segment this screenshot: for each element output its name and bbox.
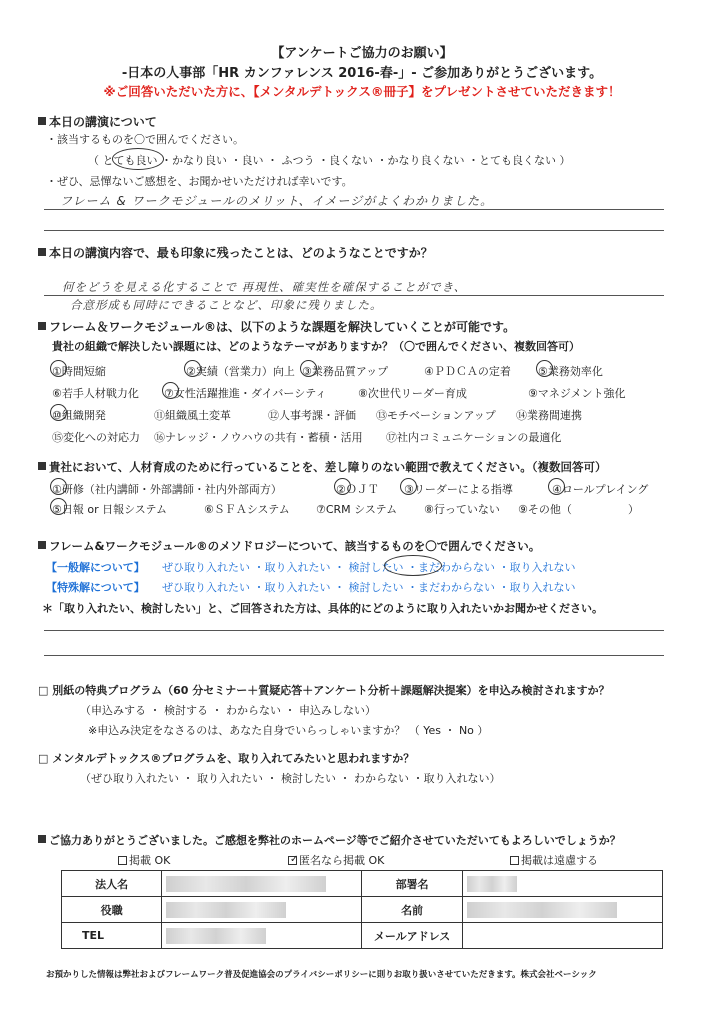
q3-row1	[52, 363, 603, 379]
q8-heading: ご協力ありがとうございました。ご感想を弊社のホームページ等でご紹介させていただいてもよろしいでしょうか？	[38, 832, 621, 848]
selected-option-circle	[536, 360, 553, 377]
checkbox-checked-icon[interactable]: ✓	[290, 854, 299, 865]
q4-heading: 貴社において、人材育成のために行っていることを、差し障りのない範囲で教えてください。（複数回答可）	[38, 459, 607, 475]
practice-option[interactable]: ①研修（社内講師・外部講師・社内外部両方）	[52, 483, 282, 496]
q7-options[interactable]: （ぜひ取り入れたい ・ 取り入れたい ・ 検討したい ・ わからない ・取り入れない）	[80, 772, 501, 785]
selected-option-circle	[184, 360, 201, 377]
redacted-block	[467, 902, 617, 918]
q3-instruction: 貴社の組織で解決したい課題には、どのようなテーマがありますか？（〇で囲んでください、複数回答可）	[52, 340, 580, 353]
selected-rating-circle	[112, 148, 164, 170]
name-label: 名前	[362, 897, 462, 923]
name-field[interactable]	[462, 897, 662, 923]
topic-option[interactable]: ⑨マネジメント強化	[528, 387, 626, 400]
q5-note: ＊「取り入れたい、検討したい」と、ご回答された方は、具体的にどのように取り入れたいかお聞かせください。	[42, 602, 603, 615]
consent-ok[interactable]: 掲載 OK	[118, 852, 170, 868]
q2-handwritten-answer-1[interactable]: 何をどうを見える化することで 再現性、確実性を確保することができ、	[62, 280, 467, 294]
q6-sub-question[interactable]: ※申込み決定をなさるのは、あなた自身でいらっしゃいますか？ （ Yes ・ No ）	[88, 724, 489, 737]
square-bullet-icon	[38, 248, 46, 256]
answer-line	[44, 209, 664, 210]
table-row	[62, 897, 663, 923]
topic-option[interactable]: ⑧次世代リーダー育成	[358, 387, 467, 400]
answer-line	[44, 295, 664, 296]
table-row	[62, 871, 663, 897]
selected-option-circle	[400, 478, 417, 495]
email-label: メールアドレス	[362, 923, 462, 949]
selected-option-circle	[50, 498, 67, 515]
general-solution-label: 【一般解について】	[46, 561, 145, 574]
privacy-footer: お預かりした情報は弊社およびフレームワーク普及促進協会のプライバシーポリシーに則りお取り扱いさせていただきます。株式会社ベーシック	[46, 970, 597, 980]
checkbox-icon[interactable]	[118, 856, 127, 865]
q6-heading: □ 別紙の特典プログラム（60 分セミナー＋質疑応答＋アンケート分析＋課題解決提案）を申込み検討されますか？	[38, 684, 610, 697]
special-solution-options[interactable]: ぜひ取り入れたい ・取り入れたい ・ 検討したい ・まだわからない ・取り入れない	[162, 581, 576, 594]
practice-option[interactable]: ⑥ＳＦＡシステム	[204, 503, 290, 516]
topic-option[interactable]: ⑪組織風土変革	[154, 409, 231, 422]
square-bullet-icon	[38, 541, 46, 549]
topic-option[interactable]: ④ＰＤＣＡの定着	[424, 365, 511, 378]
q1-rating-options[interactable]: （ とても良い ・かなり良い ・良い ・ ふつう ・良くない ・かなり良くない ・とても良くない ）	[88, 154, 571, 167]
email-field[interactable]	[462, 923, 662, 949]
answer-line	[44, 655, 664, 656]
square-bullet-icon	[38, 322, 46, 330]
q6-options[interactable]: （申込みする ・ 検討する ・ わからない ・ 申込みしない）	[80, 704, 376, 717]
q5-special-row	[46, 579, 575, 595]
topic-option[interactable]: ⑥若手人材戦力化	[52, 387, 139, 400]
selected-option-circle	[384, 555, 442, 576]
topic-option[interactable]: ⑩組織開発	[52, 409, 106, 422]
position-label: 役職	[62, 897, 162, 923]
company-label: 法人名	[62, 871, 162, 897]
selected-option-circle	[162, 382, 179, 399]
q1-instruction: ・該当するものを〇で囲んでください。	[46, 133, 244, 146]
checkbox-icon[interactable]	[510, 856, 519, 865]
practice-option[interactable]: ②ＯＪＴ	[336, 483, 379, 496]
q4-row2	[52, 501, 639, 517]
consent-anonymous[interactable]: ✓ 匿名なら掲載 OK	[290, 854, 385, 867]
topic-option[interactable]: ⑫人事考課・評価	[268, 409, 356, 422]
q2-handwritten-answer-2[interactable]: 合意形成も同時にできることなど、印象に残りました。	[70, 298, 383, 312]
square-bullet-icon	[38, 462, 46, 470]
topic-option[interactable]: ⑤業務効率化	[538, 365, 603, 378]
department-field[interactable]	[462, 871, 662, 897]
practice-option-close: ）	[628, 503, 639, 516]
practice-option[interactable]: ⑦CRM システム	[316, 503, 398, 516]
survey-subtitle: -日本の人事部「HR カンファレンス 2016-春-」- ご参加ありがとうございます。	[121, 66, 603, 81]
practice-option[interactable]: ④ロールプレイング	[552, 483, 649, 496]
q5-heading: フレーム&ワークモジュール®のメソドロジーについて、該当するものを〇で囲んでください。	[38, 538, 540, 554]
selected-option-circle	[334, 478, 351, 495]
redacted-block	[467, 876, 517, 892]
gift-notice: ※ご回答いただいた方に、【メンタルデトックス®冊子】をプレゼントさせていただきます！	[103, 84, 621, 99]
topic-option[interactable]: ⑬モチベーションアップ	[376, 409, 496, 422]
topic-option[interactable]: ①時間短縮	[52, 365, 106, 378]
selected-option-circle	[50, 360, 67, 377]
q1-handwritten-answer[interactable]: フレーム & ワークモジュールのメリット、イメージがよくわかりました。	[60, 194, 494, 208]
topic-option[interactable]: ⑮変化への対応力	[52, 431, 140, 444]
department-label: 部署名	[362, 871, 462, 897]
redacted-block	[166, 902, 286, 918]
q1-comment-label: ・ぜひ、忌憚ないご感想を、お聞かせいただければ幸いです。	[46, 175, 353, 188]
q3-row4	[52, 429, 561, 445]
selected-option-circle	[300, 360, 317, 377]
topic-option[interactable]: ⑦女性活躍推進・ダイバーシティ	[164, 387, 327, 400]
selected-option-circle	[50, 404, 67, 421]
answer-line	[44, 230, 664, 231]
special-solution-label: 【特殊解について】	[46, 581, 145, 594]
q3-heading: フレーム＆ワークモジュール®は、以下のような課題を解決していくことが可能です。	[38, 318, 515, 335]
q2-heading: 本日の講演内容で、最も印象に残ったことは、どのようなことですか？	[38, 244, 433, 261]
redacted-block	[166, 876, 326, 892]
general-solution-options[interactable]: ぜひ取り入れたい ・取り入れたい ・ 検討したい ・まだわからない ・取り入れない	[162, 561, 576, 574]
topic-option[interactable]: ②実績（営業力）向上	[186, 365, 295, 378]
q3-row3	[52, 407, 582, 423]
answer-line	[44, 630, 664, 631]
consent-decline[interactable]: 掲載は遠慮する	[510, 852, 598, 868]
practice-option[interactable]: ⑧行っていない	[424, 503, 500, 516]
company-field[interactable]	[162, 871, 362, 897]
topic-option[interactable]: ⑯ナレッジ・ノウハウの共有・蓄積・活用	[154, 431, 363, 444]
topic-option[interactable]: ⑭業務間連携	[516, 409, 582, 422]
selected-option-circle	[50, 478, 67, 495]
respondent-info-table	[61, 870, 663, 949]
practice-option[interactable]: ⑨その他（	[518, 503, 572, 516]
practice-option[interactable]: ⑤日報 or 日報システム	[52, 503, 168, 516]
topic-option[interactable]: ⑰社内コミュニケーションの最適化	[386, 431, 562, 444]
practice-option[interactable]: ③リーダーによる指導	[404, 483, 513, 496]
redacted-block	[166, 928, 266, 944]
q3-row2	[52, 385, 626, 401]
square-bullet-icon	[38, 835, 46, 843]
topic-option[interactable]: ③業務品質アップ	[302, 365, 389, 378]
selected-option-circle	[548, 478, 565, 495]
q7-heading: □ メンタルデトックス®プログラムを、取り入れてみたいと思われますか？	[38, 752, 415, 765]
square-bullet-icon	[38, 117, 46, 125]
table-row	[62, 923, 663, 949]
survey-title: 【アンケートご協力のお願い】	[271, 46, 453, 61]
tel-field[interactable]	[162, 923, 362, 949]
tel-label: TEL	[62, 923, 162, 949]
position-field[interactable]	[162, 897, 362, 923]
q1-heading: 本日の講演について	[38, 113, 157, 130]
q5-general-row	[46, 559, 575, 575]
